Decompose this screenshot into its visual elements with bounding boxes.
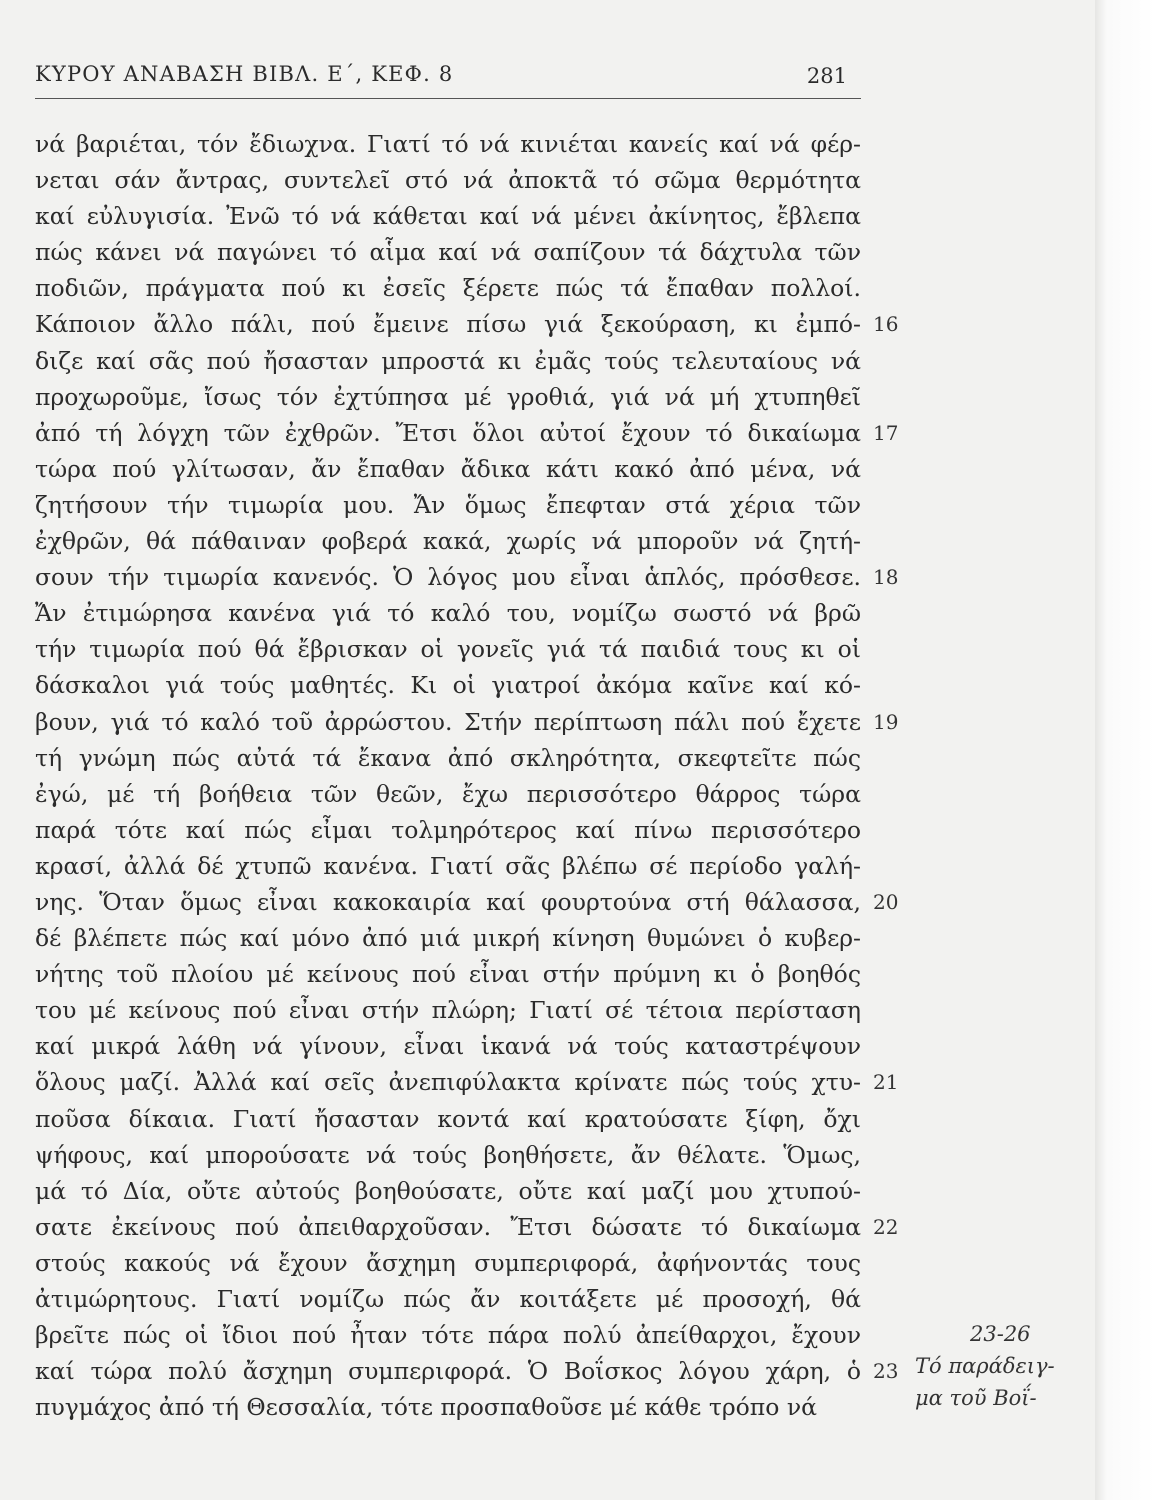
line-text: σατε ἐκείνους πού ἀπειθαρχοῦσαν. Ἔτσι δώσατε τό δικαίωμα: [35, 1212, 861, 1241]
text-line: [35, 1389, 861, 1425]
page-edge: [1095, 0, 1155, 1500]
running-header: [35, 62, 861, 99]
text-line: [35, 451, 861, 487]
line-text: του μέ κείνους πού εἶναι στήν πλώρη; Γιατί σέ τέτοια περίσταση: [35, 996, 861, 1025]
verse-number: 23: [873, 1359, 899, 1384]
text-line: [35, 198, 861, 234]
line-text: καί μικρά λάθη νά γίνουν, εἶναι ἱκανά νά τούς καταστρέψουν: [35, 1032, 861, 1061]
text-line: [35, 595, 861, 631]
verse-number: 18: [873, 565, 899, 590]
text-line: [35, 740, 861, 776]
text-line: [35, 1173, 861, 1209]
text-line: [35, 812, 861, 848]
page-number: 281: [806, 64, 847, 88]
text-line: [35, 1064, 899, 1100]
line-text: νά βαριέται, τόν ἔδιωχνα. Γιατί τό νά κινιέται κανείς καί νά φέρ-: [35, 130, 861, 158]
line-text: ζητήσουν τήν τιμωρία μου. Ἄν ὅμως ἔπεφταν στά χέρια τῶν: [35, 490, 861, 519]
verse-number: 21: [873, 1070, 899, 1095]
verse-number: 16: [873, 312, 899, 337]
line-text: βρεῖτε πώς οἱ ἴδιοι πού ἦταν τότε πάρα πολύ ἀπείθαρχοι, ἔχουν: [35, 1321, 861, 1350]
line-text: ὅλους μαζί. Ἀλλά καί σεῖς ἀνεπιφύλακτα κρίνατε πώς τούς χτυ-: [35, 1068, 861, 1097]
text-line: [35, 1353, 899, 1389]
line-text: διζε καί σᾶς πού ἤσασταν μπροστά κι ἐμᾶς τούς τελευταίους νά: [35, 346, 861, 375]
margin-note: [915, 1318, 1085, 1414]
text-line: [35, 920, 861, 956]
line-text: ποδιῶν, πράγματα πού κι ἐσεῖς ξέρετε πώς τά ἔπαθαν πολλοί.: [35, 274, 861, 303]
text-line: [35, 343, 861, 379]
text-line: [35, 884, 899, 920]
main-text: [35, 126, 899, 1425]
text-line: [35, 1028, 861, 1064]
margin-note-line: μα τοῦ Βοΐ-: [915, 1386, 1037, 1410]
line-text: ψήφους, καί μπορούσατε νά τούς βοηθήσετε, ἄν θέλατε. Ὅμως,: [35, 1140, 861, 1169]
text-line: [35, 1209, 899, 1245]
text-line: [35, 234, 861, 270]
line-text: νεται σάν ἄντρας, συντελεῖ στό νά ἀποκτᾶ τό σῶμα θερμότητα: [35, 166, 861, 195]
text-line: [35, 523, 861, 559]
running-title: ΚΥΡΟΥ ΑΝΑΒΑΣΗ ΒΙΒΛ. Ε΄, ΚΕΦ. 8: [35, 62, 454, 86]
line-text: πώς κάνει νά παγώνει τό αἷμα καί νά σαπίζουν τά δάχτυλα τῶν: [35, 238, 861, 267]
line-text: δέ βλέπετε πώς καί μόνο ἀπό μιά μικρή κίνηση θυμώνει ὁ κυβερ-: [35, 924, 861, 953]
verse-number: 20: [873, 889, 899, 914]
line-text: δάσκαλοι γιά τούς μαθητές. Κι οἱ γιατροί ἀκόμα καῖνε καί κό-: [35, 671, 861, 700]
line-text: παρά τότε καί πώς εἶμαι τολμηρότερος καί πίνω περισσότερο: [35, 815, 861, 844]
line-text: νης. Ὅταν ὅμως εἶναι κακοκαιρία καί φουρτούνα στή θάλασσα,: [35, 887, 861, 916]
text-line: [35, 956, 861, 992]
text-line: [35, 126, 861, 162]
verse-number: 22: [873, 1214, 899, 1239]
line-text: προχωροῦμε, ἴσως τόν ἐχτύπησα μέ γροθιά, γιά νά μή χτυπηθεῖ: [35, 382, 861, 411]
text-line: [35, 487, 861, 523]
text-line: [35, 776, 861, 812]
line-text: νήτης τοῦ πλοίου μέ κείνους πού εἶναι στήν πρύμνη κι ὁ βοηθός: [35, 960, 861, 989]
text-line: [35, 992, 861, 1028]
text-line: [35, 1245, 861, 1281]
text-line: [35, 162, 861, 198]
text-line: [35, 1101, 861, 1137]
line-text: ποῦσα δίκαια. Γιατί ἤσασταν κοντά καί κρατούσατε ξίφη, ὄχι: [35, 1104, 861, 1133]
line-text: ἀπό τή λόγχη τῶν ἐχθρῶν. Ἔτσι ὅλοι αὐτοί ἔχουν τό δικαίωμα: [35, 418, 861, 447]
text-line: [35, 631, 861, 667]
text-line: [35, 306, 899, 342]
line-text: καί τώρα πολύ ἄσχημη συμπεριφορά. Ὁ Βοΐσκος λόγου χάρη, ὁ: [35, 1357, 861, 1386]
line-text: Κάποιον ἄλλο πάλι, πού ἔμεινε πίσω γιά ξεκούραση, κι ἐμπό-: [35, 310, 861, 339]
verse-number: 19: [873, 709, 899, 734]
line-text: καί εὐλυγισία. Ἐνῶ τό νά κάθεται καί νά μένει ἀκίνητος, ἔβλεπα: [35, 202, 861, 231]
margin-note-line: Τό παράδειγ-: [915, 1354, 1055, 1378]
line-text: στούς κακούς νά ἔχουν ἄσχημη συμπεριφορά, ἀφήνοντάς τους: [35, 1248, 861, 1277]
text-line: [35, 1137, 861, 1173]
verse-number: 17: [873, 420, 899, 445]
line-text: βουν, γιά τό καλό τοῦ ἀρρώστου. Στήν περίπτωση πάλι πού ἔχετε: [35, 707, 861, 736]
text-line: [35, 667, 861, 703]
line-text: ἐγώ, μέ τή βοήθεια τῶν θεῶν, ἔχω περισσότερο θάρρος τώρα: [35, 779, 861, 808]
text-line: [35, 270, 861, 306]
text-line: [35, 559, 899, 595]
line-text: κρασί, ἀλλά δέ χτυπῶ κανένα. Γιατί σᾶς βλέπω σέ περίοδο γαλή-: [35, 851, 861, 880]
text-line: [35, 1281, 861, 1317]
text-line: [35, 848, 861, 884]
margin-note-range: 23-26: [970, 1322, 1031, 1346]
line-text: μά τό Δία, οὔτε αὐτούς βοηθούσατε, οὔτε καί μαζί μου χτυπού-: [35, 1176, 861, 1205]
text-line: [35, 415, 899, 451]
line-text: ἀτιμώρητους. Γιατί νομίζω πώς ἄν κοιτάξετε μέ προσοχή, θά: [35, 1285, 861, 1313]
text-line: [35, 704, 899, 740]
line-text: σουν τήν τιμωρία κανενός. Ὁ λόγος μου εἶναι ἁπλός, πρόσθεσε.: [35, 563, 861, 592]
line-text: πυγμάχος ἀπό τή Θεσσαλία, τότε προσπαθοῦσε μέ κάθε τρόπο νά: [35, 1393, 818, 1422]
line-text: τή γνώμη πώς αὐτά τά ἔκανα ἀπό σκληρότητα, σκεφτεῖτε πώς: [35, 743, 861, 772]
line-text: Ἄν ἐτιμώρησα κανένα γιά τό καλό του, νομίζω σωστό νά βρῶ: [35, 599, 861, 628]
line-text: τήν τιμωρία πού θά ἔβρισκαν οἱ γονεῖς γιά τά παιδιά τους κι οἱ: [35, 635, 861, 664]
line-text: τώρα πού γλίτωσαν, ἄν ἔπαθαν ἄδικα κάτι κακό ἀπό μένα, νά: [35, 454, 861, 483]
text-line: [35, 379, 861, 415]
line-text: ἐχθρῶν, θά πάθαιναν φοβερά κακά, χωρίς νά μποροῦν νά ζητή-: [35, 527, 861, 556]
text-line: [35, 1317, 861, 1353]
